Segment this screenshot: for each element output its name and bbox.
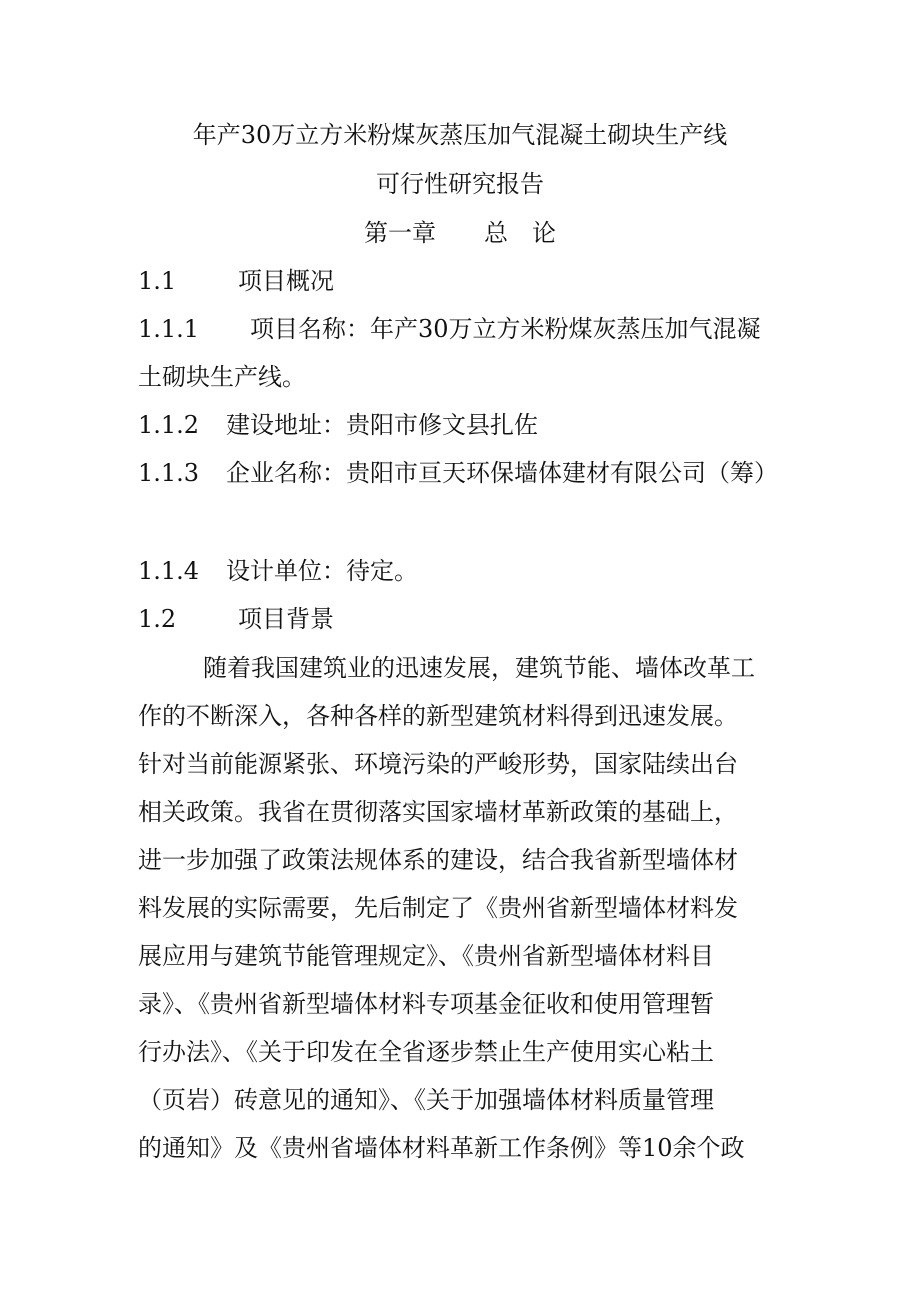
doc-title-line-2: 可行性研究报告 [376,170,544,198]
section-text: 建设地址：贵阳市修文县扎佐 [226,411,538,439]
section-number: 1.1.1 [138,315,200,343]
section-number: 1.1.4 [138,557,200,585]
section-number: 1.1.2 [138,411,200,439]
body-line: 的通知》及《贵州省墙体材料革新工作条例》等10余个政 [138,1134,745,1162]
body-line: 相关政策。我省在贯彻落实国家墙材革新政策的基础上， [138,798,738,826]
body-line: 料发展的实际需要，先后制定了《贵州省新型墙体材料发 [138,894,738,922]
section-number: 1.1 [138,267,177,295]
section-1-1 [138,265,788,297]
section-1-1-1-continued: 土砌块生产线。 [138,363,306,391]
section-1-2 [138,603,788,635]
body-line: 作的不断深入，各种各样的新型建筑材料得到迅速发展。 [138,702,738,730]
section-1-1-3 [138,457,788,489]
section-1-1-1 [138,313,788,345]
chapter-heading: 第一章 总 论 [364,219,556,247]
body-line: （页岩）砖意见的通知》、《关于加强墙体材料质量管理 [138,1086,714,1114]
section-text: 设计单位：待定。 [226,557,418,585]
body-line: 针对当前能源紧张、环境污染的严峻形势，国家陆续出台 [138,750,738,778]
section-title: 项目概况 [238,267,334,295]
body-line: 录》、《贵州省新型墙体材料专项基金征收和使用管理暂 [138,990,714,1018]
body-line: 行办法》、《关于印发在全省逐步禁止生产使用实心粘土 [138,1038,714,1066]
doc-title-line-1: 年产30万立方米粉煤灰蒸压加气混凝土砌块生产线 [192,121,728,149]
section-title: 项目背景 [238,605,334,633]
section-text: 项目名称：年产30万立方米粉煤灰蒸压加气混凝 [250,315,761,343]
section-1-1-2 [138,409,788,441]
section-1-1-4 [138,555,788,587]
section-number: 1.1.3 [138,459,200,487]
section-text: 企业名称：贵阳市亘天环保墙体建材有限公司（筹） [226,459,778,487]
body-line: 展应用与建筑节能管理规定》、《贵州省新型墙体材料目 [138,942,714,970]
body-line: 随着我国建筑业的迅速发展，建筑节能、墙体改革工 [203,654,755,682]
body-line: 进一步加强了政策法规体系的建设，结合我省新型墙体材 [138,846,738,874]
section-number: 1.2 [138,605,177,633]
